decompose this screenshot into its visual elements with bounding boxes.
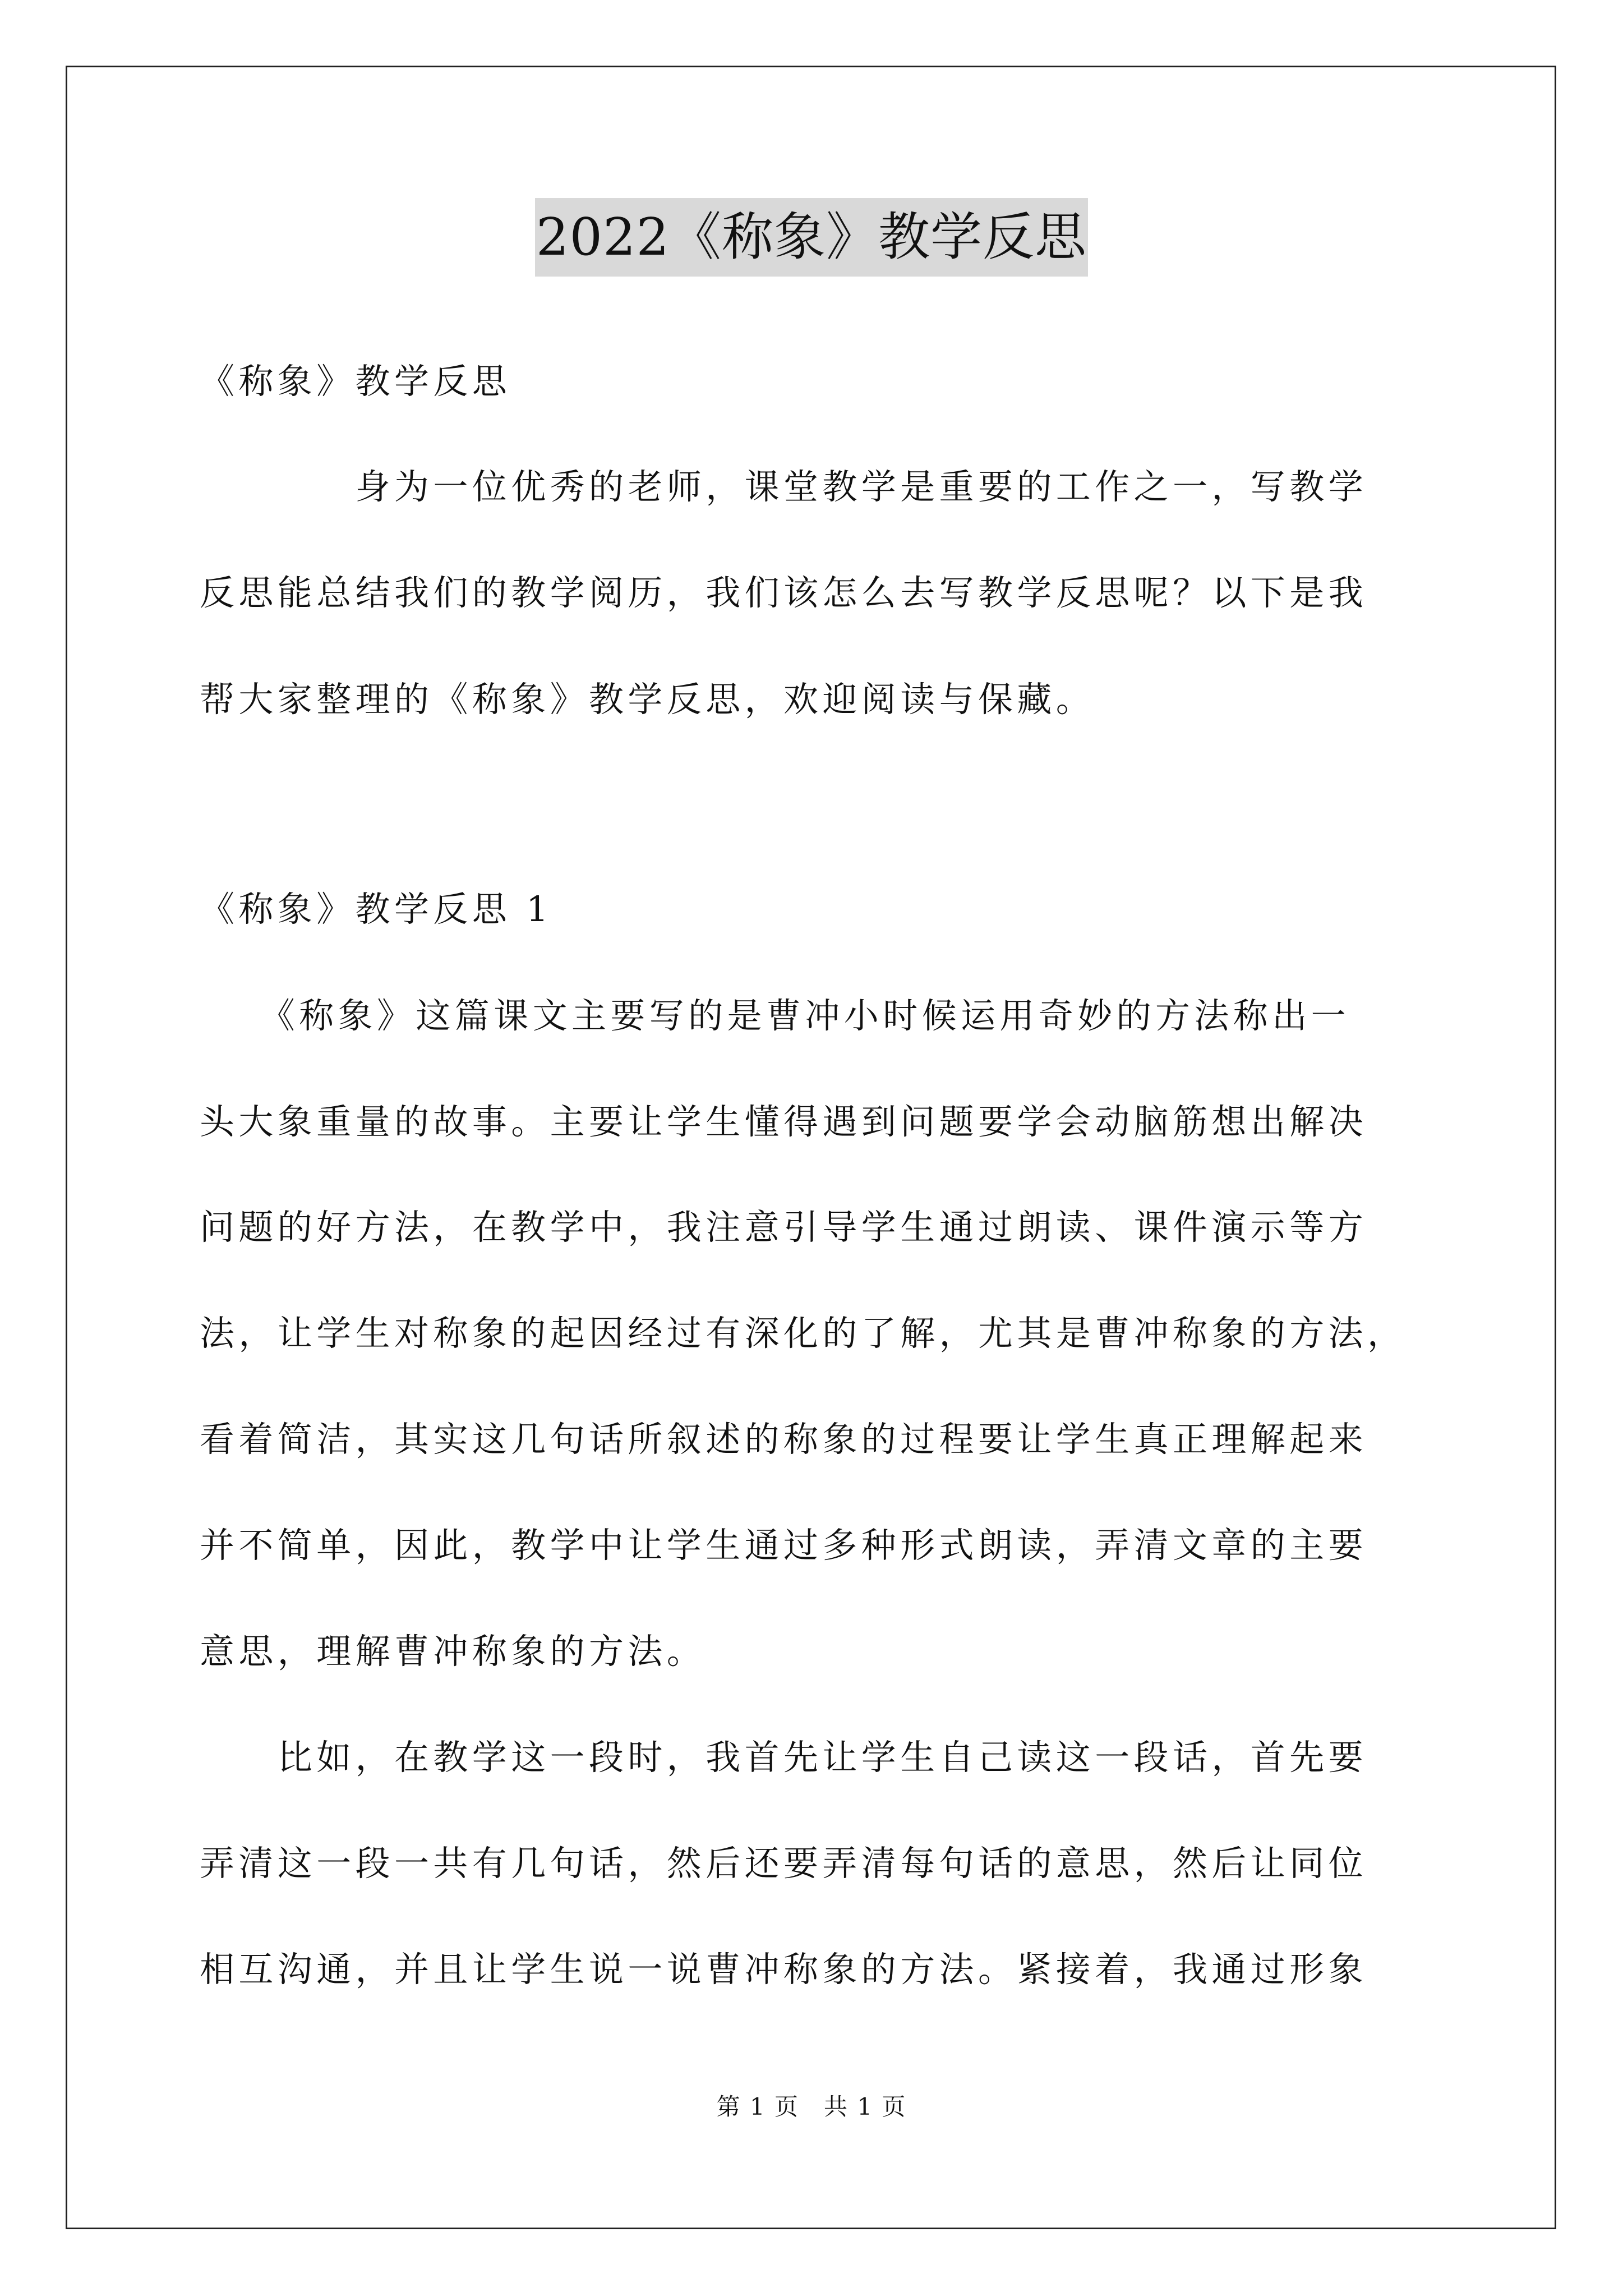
section-heading: 《称象》教学反思 1 [200,889,553,930]
document-title: 2022《称象》教学反思 [535,198,1088,277]
paragraph-line: 问题的好方法，在教学中，我注意引导学生通过朗读、课件演示等方 [200,1207,1368,1248]
paragraph-line: 看着简洁，其实这几句话所叙述的称象的过程要让学生真正理解起来 [200,1419,1368,1460]
paragraph-line: 帮大家整理的《称象》教学反思，欢迎阅读与保藏。 [200,679,1095,720]
paragraph-line: 法，让学生对称象的起因经过有深化的了解，尤其是曹冲称象的方法， [200,1313,1407,1354]
page-footer: 第 1 页 共 1 页 [716,2093,907,2120]
title-container [0,198,1623,277]
paragraph-line: 反思能总结我们的教学阅历，我们该怎么去写教学反思呢？以下是我 [200,572,1368,613]
paragraph-line: 相互沟通，并且让学生说一说曹冲称象的方法。紧接着，我通过形象 [200,1949,1368,1990]
paragraph-line: 弄清这一段一共有几句话，然后还要弄清每句话的意思，然后让同位 [200,1843,1368,1884]
paragraph-line: 比如，在教学这一段时，我首先让学生自己读这一段话，首先要 [200,1737,1368,1778]
paragraph-line: 并不简单，因此，教学中让学生通过多种形式朗读，弄清文章的主要 [200,1525,1368,1566]
paragraph-line: 身为一位优秀的老师，课堂教学是重要的工作之一，写教学 [200,466,1368,507]
paragraph-line: 意思，理解曹冲称象的方法。 [200,1631,706,1672]
subtitle-line: 《称象》教学反思 [200,361,511,402]
paragraph-line: 头大象重量的故事。主要让学生懂得遇到问题要学会动脑筋想出解决 [200,1101,1368,1142]
paragraph-line: 《称象》这篇课文主要写的是曹冲小时候运用奇妙的方法称出一 [200,995,1350,1036]
